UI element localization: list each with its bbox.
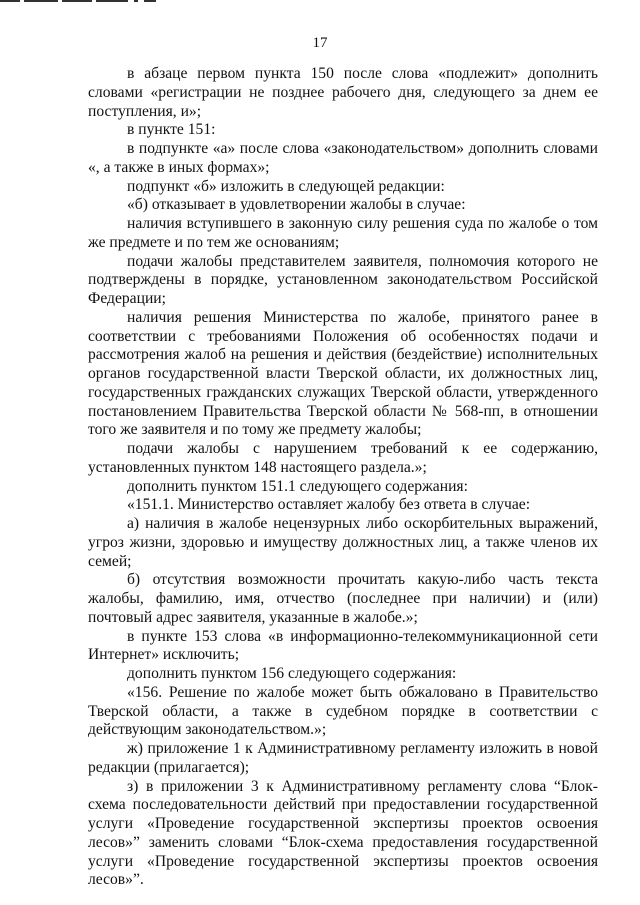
paragraph: дополнить пунктом 156 следующего содержания: xyxy=(127,665,457,682)
paragraph: «156. Решение по жалобе может быть обжаловано в Правительство Тверской области, а также в судебном порядке в соответствии с действующим законодательством.»; xyxy=(88,683,598,739)
paragraph: б) отсутствия возможности прочитать какую-либо часть текста жалобы, фамилию, имя, отчество (последнее при наличии) и (или) почтовый адрес заявителя, указанные в жалобе.»; xyxy=(88,571,598,626)
paragraph: в подпункте «а» после слова «законодательством» дополнить словами «, а также в иных формах»; xyxy=(88,140,598,176)
paragraph: «151.1. Министерство оставляет жалобу без ответа в случае: xyxy=(127,496,531,514)
paragraph: «б) отказывает в удовлетворении жалобы в случае: xyxy=(127,196,466,214)
paragraph: в пункте 153 слова «в информационно-телекоммуникационной сети Интернет» исключить; xyxy=(88,627,598,664)
paragraph: з) в приложении 3 к Административному регламенту слова “Блок-схема последовательности действий при предоставлении государственной услуги «Проведение государственной экспертизы проектов освоения лесов»” заменить словами “Блок-схема предоставления государственной услуги «Проведение государственной экспертизы проектов освоения лесов»”. xyxy=(88,777,598,889)
paragraph: подачи жалобы представителем заявителя, полномочия которого не подтверждены в порядке, установленном законодательством Российской Федерации; xyxy=(88,252,598,307)
paragraph: подачи жалобы с нарушением требований к ее содержанию, установленных пунктом 148 настоящего раздела.»; xyxy=(88,440,598,476)
page-number: 17 xyxy=(312,35,328,51)
paragraph: подпункт «б» изложить в следующей редакции: xyxy=(127,177,445,195)
document-body xyxy=(88,65,598,890)
paragraph: а) наличия в жалобе нецензурных либо оскорбительных выражений, угроз жизни, здоровью и имуществу должностных лиц, а также членов их семей; xyxy=(88,515,598,570)
paragraph: дополнить пунктом 151.1 следующего содержания: xyxy=(127,477,468,495)
paragraph: ж) приложение 1 к Административному регламенту изложить в новой редакции (прилагается); xyxy=(88,740,598,776)
paragraph: в пункте 151: xyxy=(127,121,216,139)
paragraph: наличия вступившего в законную силу решения суда по жалобе о том же предмете и по тем же основаниям; xyxy=(88,215,598,251)
paragraph: наличия решения Министерства по жалобе, принятого ранее в соответствии с требованиями Положения об особенностях подачи и рассмотрения жалоб на решения и действия (бездействие) исполнительных органов государственной власти Тверской области, их должностных лиц, государственных гражданских служащих Тверской области, утвержденного постановлением Правительства Тверской области № 568-пп, в отношении того же заявителя и по тому же предмету жалобы; xyxy=(88,308,598,439)
paragraph: в абзаце первом пункта 150 после слова «подлежит» дополнить словами «регистрации не позднее рабочего дня, следующего за днем ее поступления, и»; xyxy=(88,65,598,120)
